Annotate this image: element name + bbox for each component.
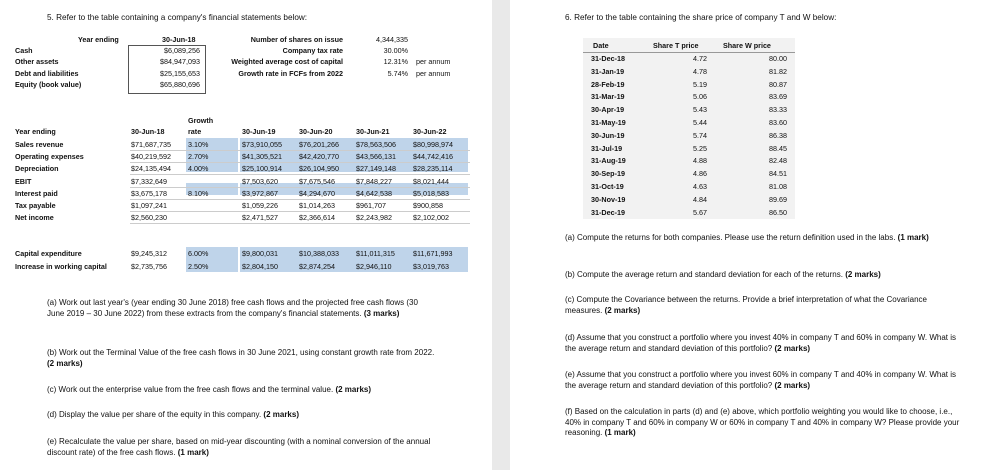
q5-part-e-text: (e) Recalculate the value per share, based on mid-year discounting (with a nominal conversion of the annual discount rate) of the free cash flows. (47, 437, 431, 457)
q5-capex-base: $2,735,756 (131, 262, 167, 271)
q5-row-value: $7,675,546 (299, 177, 335, 186)
q6-date: 31-Dec-18 (591, 54, 625, 63)
q6-price-w: 80.87 (769, 79, 787, 89)
q6-price-t: 5.44 (693, 118, 707, 127)
q5-table-year-label: Year ending (15, 127, 56, 136)
q5-row-value: $44,742,416 (413, 152, 453, 161)
q5-row-value: $4,294,670 (299, 189, 335, 198)
q5-row-label: Net income (15, 213, 54, 222)
q5-param-label: Weighted average cost of capital (231, 57, 343, 66)
q5-row-base: $2,560,230 (131, 213, 167, 222)
q6-price-w: 81.82 (769, 66, 787, 76)
q5-row-rate: 4.00% (188, 164, 209, 173)
q6-price-t: 4.63 (693, 182, 707, 191)
q5-row-base: $40,219,592 (131, 152, 171, 161)
q5-row-value: $900,858 (413, 201, 443, 210)
q6-part-c (565, 295, 965, 316)
q6-date: 31-Dec-19 (591, 207, 625, 217)
q5-row-label: EBIT (15, 177, 32, 186)
q5-year-header: 30-Jun-20 (299, 127, 333, 136)
q5-row-value: $4,642,538 (356, 189, 392, 198)
q6-price-t: 4.88 (693, 156, 707, 166)
q6-date: 28-Feb-19 (591, 79, 625, 89)
q5-row-value: $73,910,055 (242, 140, 282, 149)
q5-top-row-label: Equity (book value) (15, 80, 82, 89)
q5-row-label: Tax payable (15, 201, 56, 210)
q6-part-b-text: (b) Compute the average return and standard deviation for each of the returns. (565, 270, 843, 279)
q5-capex-value: $2,804,150 (242, 262, 278, 271)
q6-part-d-text: (d) Assume that you construct a portfolio where you invest 40% in company T and 60% in company W. What is the average return and standard deviation of this portfolio? (565, 333, 957, 353)
q5-row-label: Interest paid (15, 189, 58, 198)
q5-row-label: Operating expenses (15, 152, 84, 161)
q6-date: 30-Sep-19 (591, 169, 625, 179)
q5-row-value: $2,243,982 (356, 213, 392, 222)
q5-row-value: $25,100,914 (242, 164, 282, 173)
q6-price-w: 88.45 (769, 143, 787, 153)
q5-row-value: $78,563,506 (356, 140, 396, 149)
q5-year-header: 30-Jun-19 (242, 127, 276, 136)
q5-growth-label: Growth (188, 116, 214, 125)
q6-price-w: 83.33 (769, 105, 787, 115)
q5-row-value: $43,566,131 (356, 152, 396, 161)
row-divider (130, 223, 470, 224)
q5-param-unit: per annum (416, 69, 451, 78)
q5-row-value: $3,972,867 (242, 189, 278, 198)
q6-price-w: 86.38 (769, 130, 787, 140)
q5-row-value: $42,420,770 (299, 152, 339, 161)
q5-part-e-marks: (1 mark) (177, 447, 209, 457)
q5-year-header: 30-Jun-22 (413, 127, 447, 136)
q6-part-f-text: (f) Based on the calculation in parts (d) and (e) above, which portfolio weighting you would like to choose, i.e., 40% in company T and 60% in company W or 60% in company T and 40% in company W? Please provide your reasoning. (565, 407, 960, 438)
q6-price-w: 89.69 (769, 194, 787, 204)
q5-row-value: $80,998,974 (413, 140, 453, 149)
q5-table-base-year: 30-Jun-18 (131, 127, 165, 136)
q5-param-label: Company tax rate (282, 46, 343, 55)
q5-row-label: Sales revenue (15, 140, 64, 149)
q5-row-value: $41,305,521 (242, 152, 282, 161)
q5-row-value: $2,366,614 (299, 213, 335, 222)
q5-capex-rate: 6.00% (188, 249, 209, 258)
q5-capex-value: $2,874,254 (299, 262, 335, 271)
q5-row-value: $961,707 (356, 201, 386, 210)
q5-capex-rate: 2.50% (188, 262, 209, 271)
q6-part-b-marks: (2 marks) (845, 270, 881, 279)
q5-param-label: Growth rate in FCFs from 2022 (238, 69, 343, 78)
q5-row-value: $28,235,114 (413, 164, 453, 173)
q6-date: 30-Apr-19 (591, 105, 625, 115)
q6-price-t: 5.67 (693, 207, 707, 217)
q5-top-year-label: Year ending (78, 35, 119, 44)
q6-part-c-marks: (2 marks) (604, 305, 641, 315)
q5-row-value: $2,102,002 (413, 213, 449, 222)
q5-row-value: $8,021,444 (413, 177, 449, 186)
q6-part-e-marks: (2 marks) (774, 380, 811, 390)
q5-part-c-marks: (2 marks) (335, 385, 372, 394)
q6-header: Date (593, 41, 609, 50)
q5-capex-base: $9,245,312 (131, 249, 167, 258)
q6-price-t: 5.25 (693, 143, 707, 153)
q6-part-e (565, 370, 965, 391)
q6-date: 31-May-19 (591, 118, 626, 127)
q5-top-row-value: $65,880,696 (160, 80, 200, 89)
q6-date: 30-Jun-19 (591, 130, 625, 140)
q5-row-value: $2,471,527 (242, 213, 278, 222)
q6-header-divider (583, 52, 795, 53)
q5-part-d-text: (d) Display the value per share of the equity in this company. (47, 410, 262, 419)
q5-capex-label: Capital expenditure (15, 249, 82, 258)
q6-part-f (565, 407, 965, 439)
q5-row-rate: 2.70% (188, 152, 209, 161)
q6-price-w: 81.08 (769, 182, 787, 191)
q6-part-d-marks: (2 marks) (774, 343, 811, 353)
q6-date: 31-Mar-19 (591, 92, 625, 102)
q6-date: 31-Jul-19 (591, 143, 623, 153)
q5-top-row-value: $84,947,093 (160, 57, 200, 66)
q5-row-base: $24,135,494 (131, 164, 171, 173)
q6-price-w: 82.48 (769, 156, 787, 166)
q5-part-a-marks: (3 marks) (363, 308, 400, 318)
q5-row-base: $7,332,649 (131, 177, 167, 186)
q5-part-a (47, 298, 437, 319)
q5-part-c-text: (c) Work out the enterprise value from the free cash flows and the terminal value. (47, 385, 334, 394)
q5-top-row-label: Other assets (15, 57, 59, 66)
q6-price-table (583, 38, 795, 219)
q5-row-base: $3,675,178 (131, 189, 167, 198)
q6-part-a-marks: (1 mark) (897, 233, 929, 242)
q5-top-row-label: Cash (15, 46, 33, 55)
q5-capex-value: $9,800,031 (242, 249, 278, 258)
q5-param-unit: per annum (416, 57, 451, 66)
q6-part-e-text: (e) Assume that you construct a portfolio where you invest 60% in company T and 40% in company W. What is the average return and standard deviation of this portfolio? (565, 370, 957, 390)
q5-row-value: $1,014,263 (299, 201, 335, 210)
q5-row-rate: 3.10% (188, 140, 209, 149)
q6-part-b (565, 270, 965, 281)
q5-row-value: $1,059,226 (242, 201, 278, 210)
q6-price-w: 80.00 (769, 54, 787, 63)
q6-title: 6. Refer to the table containing the share price of company T and W below: (565, 13, 837, 22)
q5-part-a-text: (a) Work out last year's (year ending 30 June 2018) free cash flows and the projected free cash flows (30 June 2019 – 30 June 2022) from these extracts from the company's financial statements. (47, 298, 418, 318)
right-page (510, 0, 984, 470)
q5-rate-label: rate (188, 127, 202, 136)
q6-price-t: 4.78 (693, 66, 707, 76)
q6-price-t: 5.43 (693, 105, 707, 115)
q5-title: 5. Refer to the table containing a company's financial statements below: (47, 13, 308, 22)
q5-part-e (47, 437, 447, 458)
q6-price-w: 83.60 (769, 118, 787, 127)
q5-row-base: $71,687,735 (131, 140, 171, 149)
q5-capex-value: $11,011,315 (356, 249, 395, 258)
q5-row-value: $7,848,227 (356, 177, 392, 186)
q5-top-row-value: $25,155,653 (160, 69, 200, 78)
q5-top-year: 30-Jun-18 (162, 35, 196, 44)
q5-param-value: 12.31% (383, 57, 408, 66)
q6-part-f-marks: (1 mark) (604, 428, 636, 438)
q5-row-rate: 8.10% (188, 189, 209, 198)
q6-price-t: 4.84 (693, 194, 707, 204)
q5-part-b-text: (b) Work out the Terminal Value of the free cash flows in 30 June 2021, using constant growth rate from 2022. (47, 348, 435, 357)
q5-part-d (47, 410, 447, 421)
q5-param-value: 5.74% (387, 69, 408, 78)
q5-part-b (47, 348, 437, 369)
q6-price-t: 5.74 (693, 130, 707, 140)
row-divider (130, 174, 470, 175)
q5-capex-value: $11,671,993 (413, 249, 453, 258)
q5-part-d-marks: (2 marks) (263, 410, 299, 419)
q6-price-w: 84.51 (769, 169, 787, 179)
q6-price-t: 4.86 (693, 169, 707, 179)
q5-row-label: Depreciation (15, 164, 59, 173)
q6-header: Share W price (723, 41, 771, 50)
q5-top-row-value: $6,089,256 (164, 46, 200, 55)
page-gutter (492, 0, 510, 470)
q5-param-value: 30.00% (383, 46, 408, 55)
q6-price-t: 5.19 (693, 79, 707, 89)
q6-price-t: 5.06 (693, 92, 707, 102)
q5-param-label: Number of shares on issue (250, 35, 343, 44)
q5-row-value: $76,201,266 (299, 140, 339, 149)
q5-row-base: $1,097,241 (131, 201, 167, 210)
q5-capex-value: $3,019,763 (413, 262, 449, 271)
q6-date: 30-Nov-19 (591, 194, 626, 204)
q5-year-header: 30-Jun-21 (356, 127, 390, 136)
q6-part-a (565, 233, 965, 244)
q5-part-b-marks: (2 marks) (47, 358, 83, 368)
q5-capex-value: $2,946,110 (356, 262, 392, 271)
q5-capex-value: $10,388,033 (299, 249, 339, 258)
q5-part-c (47, 385, 447, 396)
q5-row-value: $26,104,950 (299, 164, 339, 173)
q6-price-w: 83.69 (769, 92, 787, 102)
q6-price-w: 86.50 (769, 207, 787, 217)
q5-row-value: $5,018,583 (413, 189, 449, 198)
q5-param-value: 4,344,335 (376, 35, 408, 44)
q6-date: 31-Jan-19 (591, 66, 625, 76)
q6-part-d (565, 333, 965, 354)
q6-date: 31-Aug-19 (591, 156, 626, 166)
q5-top-row-label: Debt and liabilities (15, 69, 79, 78)
q5-row-value: $7,503,620 (242, 177, 278, 186)
q6-part-a-text: (a) Compute the returns for both companies. Please use the return definition used in the labs. (565, 233, 896, 242)
q5-row-value: $27,149,148 (356, 164, 396, 173)
q5-capex-label: Increase in working capital (15, 262, 107, 271)
q6-date: 31-Oct-19 (591, 182, 624, 191)
q6-price-t: 4.72 (693, 54, 707, 63)
q6-part-c-text: (c) Compute the Covariance between the returns. Provide a brief interpretation of what the Covariance measures. (565, 295, 927, 315)
q6-header: Share T price (653, 41, 699, 50)
